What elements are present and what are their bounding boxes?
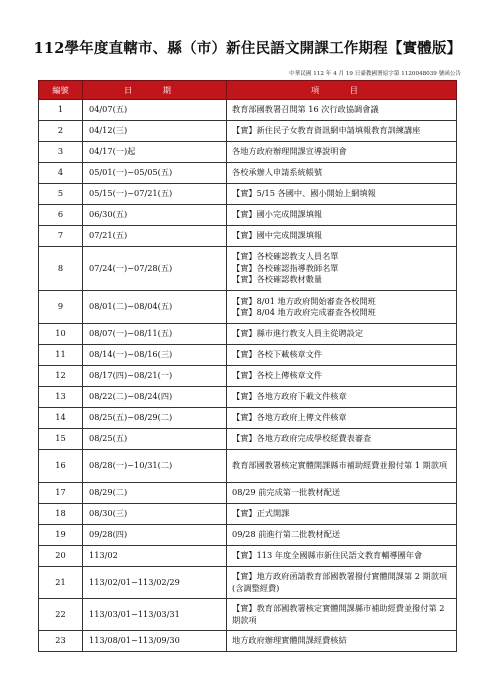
table-row	[39, 121, 457, 142]
row-item-line: 各校承辦人申請系統帳號	[232, 167, 323, 178]
row-item-line: 【實】各校下載核章文件	[232, 349, 323, 360]
row-item	[227, 525, 457, 546]
row-item	[227, 631, 457, 652]
table-row	[39, 631, 457, 652]
row-date: 05/15(一)~07/21(五)	[83, 184, 227, 205]
row-date: 09/28(四)	[83, 525, 227, 546]
row-number: 9	[39, 291, 83, 324]
table-row	[39, 205, 457, 226]
row-number: 8	[39, 247, 83, 291]
row-item-line: 【實】8/01 地方政府開始審查各校開班	[232, 295, 376, 306]
table-body	[39, 100, 457, 652]
row-number: 10	[39, 324, 83, 345]
row-item	[227, 450, 457, 483]
row-number: 1	[39, 100, 83, 121]
header-no: 編號	[39, 81, 83, 100]
row-item-line: 地方政府辦理實體開課經費核結	[232, 635, 347, 646]
row-date: 08/25(五)	[83, 429, 227, 450]
row-date: 08/17(四)~08/21(一)	[83, 366, 227, 387]
row-number: 4	[39, 163, 83, 184]
header-date: 日 期	[83, 81, 227, 100]
row-number: 12	[39, 366, 83, 387]
table-header-row	[39, 81, 457, 100]
row-number: 13	[39, 387, 83, 408]
table-row	[39, 163, 457, 184]
row-item	[227, 599, 457, 631]
row-date: 113/02	[83, 546, 227, 567]
row-item	[227, 121, 457, 142]
row-item	[227, 100, 457, 121]
row-item	[227, 226, 457, 247]
row-date: 08/29(二)	[83, 483, 227, 504]
row-item-line: 【實】各校確認教材數量	[232, 274, 323, 285]
table-row	[39, 226, 457, 247]
row-item	[227, 142, 457, 163]
row-date: 08/14(一)~08/16(三)	[83, 345, 227, 366]
row-item-line: 【實】113 年度全國縣市新住民語文教育輔導團年會	[232, 550, 423, 561]
row-item-line: 【實】縣市進行教支人員主從聘設定	[232, 328, 364, 339]
row-date: 05/01(一)~05/05(五)	[83, 163, 227, 184]
row-number: 15	[39, 429, 83, 450]
row-item-line: 【實】8/04 地方政府完成審查各校開班	[232, 307, 376, 317]
table-row	[39, 366, 457, 387]
table-row	[39, 525, 457, 546]
row-item-line: 【實】各地方政府下載文件核章	[232, 391, 347, 402]
row-date: 04/07(五)	[83, 100, 227, 121]
row-item-line: 【實】各校確認指導教師名單	[232, 262, 339, 273]
row-item	[227, 387, 457, 408]
row-date: 113/08/01~113/09/30	[83, 631, 227, 652]
row-number: 21	[39, 567, 83, 599]
row-item	[227, 504, 457, 525]
row-item-line: 【實】各地方政府上傳文件核章	[232, 412, 347, 423]
row-item-line: 【實】各校上傳核章文件	[232, 370, 323, 381]
row-number: 16	[39, 450, 83, 483]
row-date: 08/07(一)~08/11(五)	[83, 324, 227, 345]
table-row	[39, 504, 457, 525]
row-item	[227, 184, 457, 205]
row-item-line: 【實】各地方政府完成學校經費表審查	[232, 433, 372, 444]
row-item	[227, 291, 457, 324]
row-item-line: 教育部國教署核定實體開課縣市補助經費並撥付第 1 期款項	[232, 460, 448, 471]
row-number: 19	[39, 525, 83, 546]
document-title: 112學年度直轄市、縣（市）新住民語文開課工作期程【實體版】	[33, 40, 462, 57]
table-row	[39, 408, 457, 429]
table-row	[39, 387, 457, 408]
row-item-line: 【實】地方政府函請教育部國教署撥付實體開課第 2 期款項(含調整經費)	[232, 571, 448, 593]
table-row	[39, 599, 457, 631]
row-item	[227, 483, 457, 504]
row-number: 23	[39, 631, 83, 652]
row-item-line: 【實】國中完成開課填報	[232, 230, 323, 241]
row-date: 04/12(三)	[83, 121, 227, 142]
row-date: 08/28(一)~10/31(二)	[83, 450, 227, 483]
row-item	[227, 429, 457, 450]
table-row	[39, 184, 457, 205]
table-row	[39, 567, 457, 599]
row-item	[227, 546, 457, 567]
table-row	[39, 247, 457, 291]
row-item	[227, 567, 457, 599]
row-item	[227, 345, 457, 366]
row-date: 113/03/01~113/03/31	[83, 599, 227, 631]
row-date: 08/01(二)~08/04(五)	[83, 291, 227, 324]
row-number: 18	[39, 504, 83, 525]
row-date: 07/21(五)	[83, 226, 227, 247]
table-row	[39, 546, 457, 567]
row-date: 07/24(一)~07/28(五)	[83, 247, 227, 291]
row-item	[227, 247, 457, 291]
row-item-line: 【實】各校確認教支人員名單	[232, 251, 339, 262]
row-number: 5	[39, 184, 83, 205]
schedule-table	[38, 80, 457, 652]
table-row	[39, 450, 457, 483]
row-item	[227, 205, 457, 226]
row-item-line: 【實】正式開課	[232, 508, 290, 519]
row-number: 7	[39, 226, 83, 247]
row-item	[227, 408, 457, 429]
row-item	[227, 324, 457, 345]
row-number: 6	[39, 205, 83, 226]
row-item	[227, 163, 457, 184]
row-number: 17	[39, 483, 83, 504]
row-item	[227, 366, 457, 387]
row-number: 20	[39, 546, 83, 567]
row-date: 04/17(一)起	[83, 142, 227, 163]
row-date: 06/30(五)	[83, 205, 227, 226]
row-number: 14	[39, 408, 83, 429]
row-item-line: 各地方政府辦理開課宣導說明會	[232, 146, 347, 157]
row-item-line: 09/28 前進行第二批教材配送	[232, 529, 341, 540]
row-number: 11	[39, 345, 83, 366]
table-row	[39, 483, 457, 504]
row-item-line: 教育部國教署召開第 16 次行政協調會議	[232, 104, 379, 115]
row-number: 2	[39, 121, 83, 142]
row-item-line: 08/29 前完成第一批教材配送	[232, 487, 341, 498]
table-row	[39, 324, 457, 345]
row-number: 22	[39, 599, 83, 631]
table-row	[39, 429, 457, 450]
row-item-line: 【實】新住民子女教育資訊網申請填報教育訓練講座	[232, 125, 421, 136]
row-number: 3	[39, 142, 83, 163]
table-row	[39, 142, 457, 163]
row-item-line: 【實】國小完成開課填報	[232, 209, 323, 220]
table-row	[39, 100, 457, 121]
row-date: 08/25(五)~08/29(二)	[83, 408, 227, 429]
table-row	[39, 291, 457, 324]
header-item: 項 目	[227, 81, 457, 100]
table-row	[39, 345, 457, 366]
row-date: 113/02/01~113/02/29	[83, 567, 227, 599]
row-item-line: 【實】教育部國教署核定實體開課縣市補助經費並撥付第 2 期款項	[232, 603, 445, 625]
row-date: 08/22(二)~08/24(四)	[83, 387, 227, 408]
row-item-line: 【實】5/15 各國中、國小開始上網填報	[232, 188, 376, 199]
document-subtitle: 中華民國 112 年 4 月 19 日臺教國署原字第 1120048039 號函公告	[289, 71, 461, 77]
row-date: 08/30(三)	[83, 504, 227, 525]
